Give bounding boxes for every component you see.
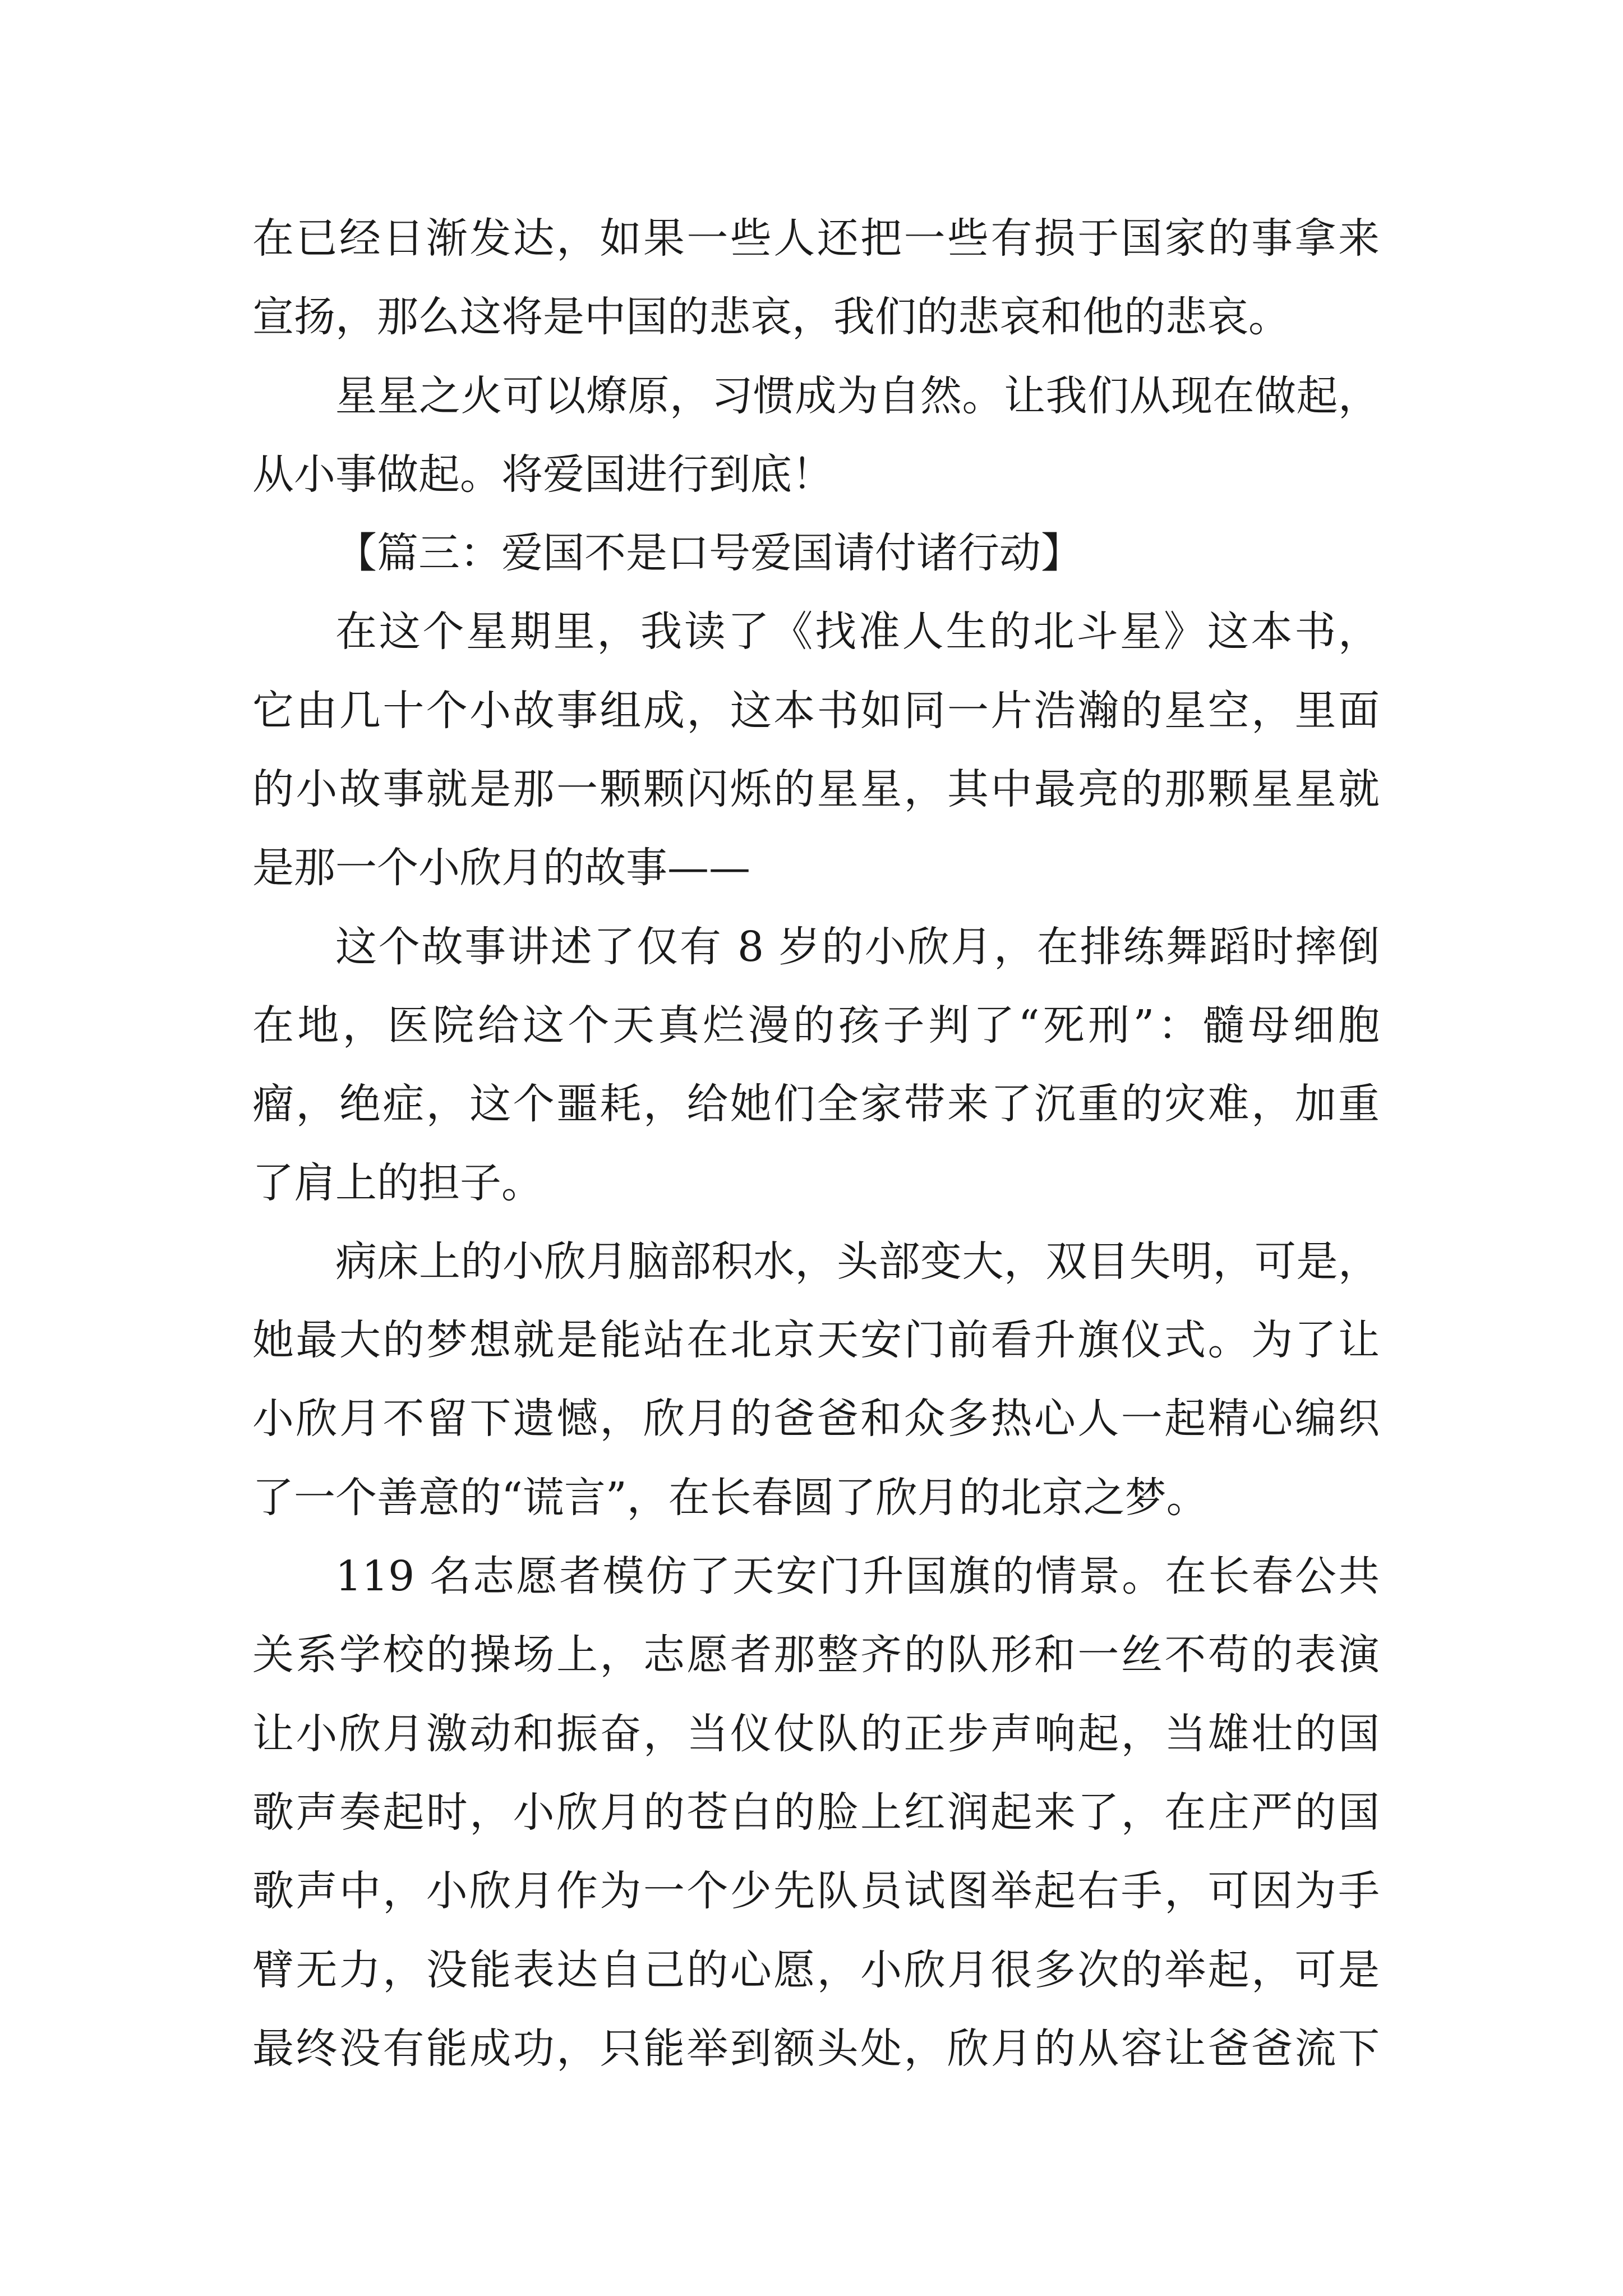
text-line: 歌声中，小欣月作为一个少先队员试图举起右手，可因为手 [252, 1867, 1380, 1916]
text-line: 小欣月不留下遗憾，欣月的爸爸和众多热心人一起精心编织 [252, 1395, 1380, 1443]
text-line: 了肩上的担子。 [252, 1158, 543, 1207]
text-line: 星星之火可以燎原，习惯成为自然。让我们从现在做起， [335, 371, 1380, 420]
text-line: 宣扬，那么这将是中国的悲哀，我们的悲哀和他的悲哀。 [252, 293, 1290, 342]
text-line: 119 名志愿者模仿了天安门升国旗的情景。在长春公共 [335, 1552, 1380, 1601]
text-line: 是那一个小欣月的故事—— [252, 844, 750, 892]
text-line: 她最大的梦想就是能站在北京天安门前看升旗仪式。为了让 [252, 1316, 1380, 1365]
text-line: 瘤，绝症，这个噩耗，给她们全家带来了沉重的灾难，加重 [252, 1080, 1380, 1129]
text-line: 关系学校的操场上，志愿者那整齐的队形和一丝不苟的表演 [252, 1631, 1380, 1680]
text-line: 最终没有能成功，只能举到额头处，欣月的从容让爸爸流下 [252, 2024, 1380, 2073]
text-line: 在已经日渐发达，如果一些人还把一些有损于国家的事拿来 [252, 214, 1380, 263]
body-text [252, 199, 1380, 2088]
text-line: 它由几十个小故事组成，这本书如同一片浩瀚的星空，里面 [252, 686, 1380, 735]
text-line: 让小欣月激动和振奋，当仪仗队的正步声响起，当雄壮的国 [252, 1709, 1380, 1758]
text-line: 在地，医院给这个天真烂漫的孩子判了“死刑”：髓母细胞 [252, 1001, 1380, 1050]
text-line: 从小事做起。将爱国进行到底！ [252, 450, 833, 499]
text-line: 在这个星期里，我读了《找准人生的北斗星》这本书， [335, 608, 1380, 656]
text-line: 病床上的小欣月脑部积水，头部变大，双目失明，可是， [335, 1237, 1380, 1286]
text-line: 臂无力，没能表达自己的心愿，小欣月很多次的举起，可是 [252, 1945, 1380, 1994]
text-line: 了一个善意的“谎言”，在长春圆了欣月的北京之梦。 [252, 1473, 1208, 1522]
section-heading: 【篇三：爱国不是口号爱国请付诸行动】 [335, 529, 1082, 578]
text-line: 歌声奏起时，小欣月的苍白的脸上红润起来了，在庄严的国 [252, 1788, 1380, 1837]
text-line: 这个故事讲述了仅有 8 岁的小欣月，在排练舞蹈时摔倒 [335, 922, 1380, 971]
text-line: 的小故事就是那一颗颗闪烁的星星，其中最亮的那颗星星就 [252, 765, 1380, 814]
